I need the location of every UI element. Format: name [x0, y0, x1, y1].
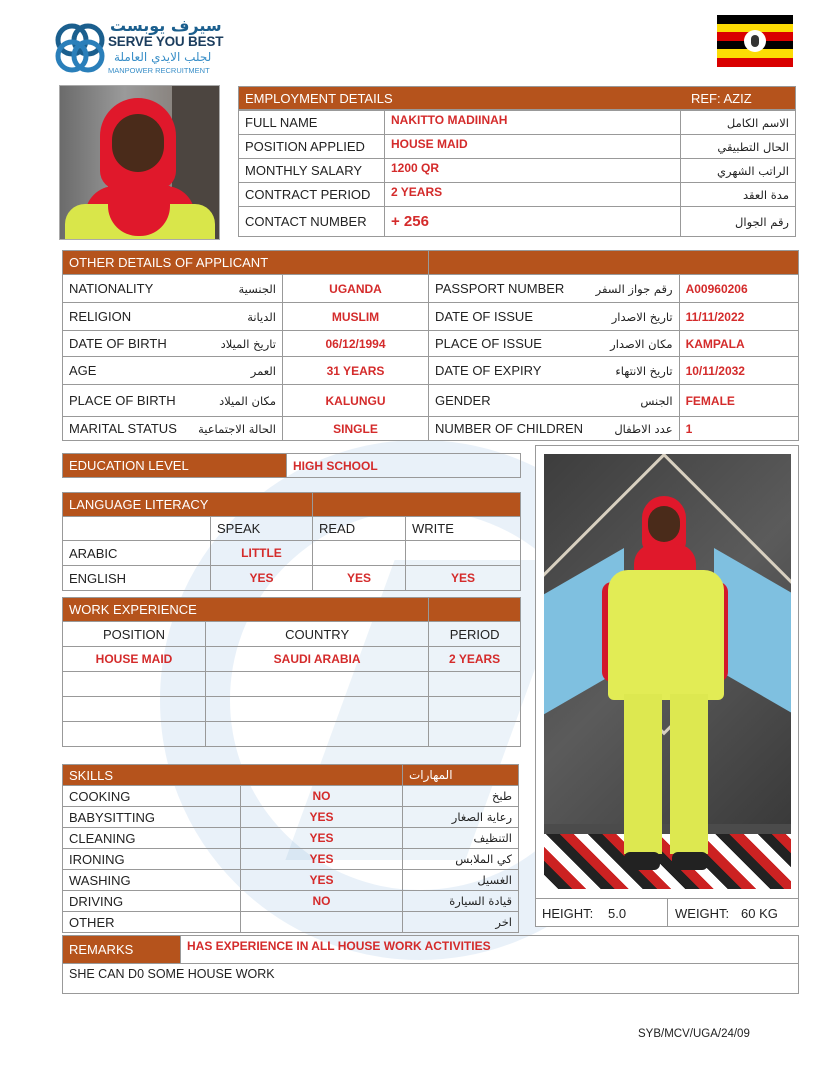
employment-value: 2 YEARS [385, 183, 681, 207]
skill-row [63, 912, 519, 933]
logo-knot-icon [54, 20, 106, 76]
full-body-photo-frame [535, 445, 799, 927]
employment-label: POSITION APPLIED [239, 135, 385, 159]
skill-value: YES [241, 807, 403, 828]
skill-name-arabic: قيادة السيارة [403, 891, 519, 912]
skill-name: IRONING [63, 849, 241, 870]
other-details-row [63, 331, 799, 357]
col-speak: SPEAK [211, 517, 313, 541]
company-logo [54, 18, 224, 76]
detail-label: DATE OF EXPIRY [429, 357, 590, 385]
remarks-text: SHE CAN D0 SOME HOUSE WORK [63, 964, 799, 994]
detail-label: AGE [63, 357, 191, 385]
detail-label: NUMBER OF CHILDREN [429, 417, 590, 441]
work-period [429, 722, 521, 747]
detail-label-arabic: مكان الميلاد [191, 385, 283, 417]
detail-label: DATE OF BIRTH [63, 331, 191, 357]
skill-row [63, 807, 519, 828]
detail-label: DATE OF ISSUE [429, 303, 590, 331]
employment-label-arabic: الراتب الشهري [681, 159, 796, 183]
detail-value: KAMPALA [679, 331, 798, 357]
detail-label: PLACE OF ISSUE [429, 331, 590, 357]
brand-arabic-tagline: لجلب الايدي العاملة [114, 50, 212, 64]
other-details-row [63, 275, 799, 303]
skill-row [63, 849, 519, 870]
skill-name-arabic: التنظيف [403, 828, 519, 849]
education-value: HIGH SCHOOL [287, 454, 521, 478]
language-name: ARABIC [63, 541, 211, 566]
applicant-portrait-photo [59, 85, 220, 240]
skill-name: CLEANING [63, 828, 241, 849]
work-experience-header-blank [429, 598, 521, 622]
other-details-header: OTHER DETAILS OF APPLICANT [63, 251, 429, 275]
detail-label: RELIGION [63, 303, 191, 331]
language-name: ENGLISH [63, 566, 211, 591]
skill-name: WASHING [63, 870, 241, 891]
skill-value: YES [241, 828, 403, 849]
work-position [63, 697, 206, 722]
work-country [206, 697, 429, 722]
detail-value: 31 YEARS [283, 357, 429, 385]
other-details-row [63, 385, 799, 417]
work-country [206, 672, 429, 697]
remarks-section [62, 935, 799, 994]
work-period: 2 YEARS [429, 647, 521, 672]
detail-value: 11/11/2022 [679, 303, 798, 331]
skill-value: YES [241, 870, 403, 891]
skills-header: SKILLS [63, 765, 403, 786]
detail-label: MARITAL STATUS [63, 417, 191, 441]
skill-value: YES [241, 849, 403, 870]
height-value: 5.0 [608, 906, 627, 921]
detail-label-arabic: الديانة [191, 303, 283, 331]
employment-row [239, 159, 796, 183]
brand-arabic-name: سيرف يوبست [110, 16, 222, 35]
language-header-blank [313, 493, 521, 517]
skill-row [63, 870, 519, 891]
employment-value: NAKITTO MADIINAH [385, 111, 681, 135]
detail-label-arabic: مكان الاصدار [589, 331, 679, 357]
weight-label: WEIGHT: [675, 906, 730, 921]
other-details-row [63, 303, 799, 331]
other-details-section [62, 250, 799, 441]
education-section [62, 453, 521, 478]
skill-name-arabic: اخر [403, 912, 519, 933]
employment-label: CONTRACT PERIOD [239, 183, 385, 207]
employment-row [239, 111, 796, 135]
detail-label-arabic: تاريخ الانتهاء [589, 357, 679, 385]
skill-value [241, 912, 403, 933]
employment-row [239, 207, 796, 237]
detail-label: NATIONALITY [63, 275, 191, 303]
language-write [406, 541, 521, 566]
employment-label: FULL NAME [239, 111, 385, 135]
skill-name-arabic: رعاية الصغار [403, 807, 519, 828]
other-details-row [63, 357, 799, 385]
detail-value: KALUNGU [283, 385, 429, 417]
skill-name: DRIVING [63, 891, 241, 912]
detail-label-arabic: الحالة الاجتماعية [191, 417, 283, 441]
remarks-headline: HAS EXPERIENCE IN ALL HOUSE WORK ACTIVITIES [181, 936, 799, 964]
work-experience-table [62, 597, 521, 747]
skill-name-arabic: كي الملابس [403, 849, 519, 870]
detail-label-arabic: الجنس [589, 385, 679, 417]
skill-name-arabic: طبخ [403, 786, 519, 807]
detail-label-arabic: عدد الاطفال [589, 417, 679, 441]
uganda-flag [717, 15, 793, 67]
detail-label-arabic: العمر [191, 357, 283, 385]
skill-row [63, 786, 519, 807]
detail-value: A00960206 [679, 275, 798, 303]
employment-details-table [238, 110, 796, 237]
skill-row [63, 891, 519, 912]
detail-value: 10/11/2032 [679, 357, 798, 385]
skill-value: NO [241, 786, 403, 807]
work-position [63, 722, 206, 747]
height-label: HEIGHT: [542, 906, 594, 921]
other-details-header-blank [429, 251, 799, 275]
employment-label-arabic: رقم الجوال [681, 207, 796, 237]
work-experience-row [63, 647, 521, 672]
language-read [313, 541, 406, 566]
physical-stats [536, 898, 798, 926]
crane-emblem-icon [744, 30, 766, 52]
work-experience-row [63, 672, 521, 697]
employment-value: + 256 [385, 207, 681, 237]
skills-header-arabic: المهارات [403, 765, 519, 786]
employment-row [239, 183, 796, 207]
detail-label: PASSPORT NUMBER [429, 275, 590, 303]
language-row [63, 541, 521, 566]
skill-name: COOKING [63, 786, 241, 807]
col-read: READ [313, 517, 406, 541]
applicant-full-body-photo [544, 454, 791, 889]
work-country: SAUDI ARABIA [206, 647, 429, 672]
detail-label-arabic: رقم جواز السفر [589, 275, 679, 303]
detail-label-arabic: الجنسية [191, 275, 283, 303]
work-experience-header: WORK EXPERIENCE [63, 598, 429, 622]
work-country [206, 722, 429, 747]
work-experience-row [63, 697, 521, 722]
employment-label-arabic: الاسم الكامل [681, 111, 796, 135]
weight-value: 60 KG [741, 906, 778, 921]
work-experience-section [62, 597, 521, 747]
brand-tagline: MANPOWER RECRUITMENT [108, 66, 210, 75]
language-row [63, 566, 521, 591]
language-literacy-section [62, 492, 521, 591]
education-label: EDUCATION LEVEL [63, 454, 287, 478]
col-write: WRITE [406, 517, 521, 541]
language-speak: YES [211, 566, 313, 591]
skills-table [62, 764, 519, 933]
language-read: YES [313, 566, 406, 591]
work-period [429, 697, 521, 722]
remarks-label: REMARKS [63, 936, 181, 964]
detail-label: GENDER [429, 385, 590, 417]
language-header: LANGUAGE LITERACY [63, 493, 313, 517]
work-position: HOUSE MAID [63, 647, 206, 672]
language-table [62, 492, 521, 591]
language-write: YES [406, 566, 521, 591]
language-speak: LITTLE [211, 541, 313, 566]
employment-label: MONTHLY SALARY [239, 159, 385, 183]
reference-label: REF: AZIZ [691, 91, 752, 106]
detail-value: 1 [679, 417, 798, 441]
employment-value: HOUSE MAID [385, 135, 681, 159]
detail-value: SINGLE [283, 417, 429, 441]
skill-name: BABYSITTING [63, 807, 241, 828]
document-code: SYB/MCV/UGA/24/09 [638, 1028, 750, 1040]
col-country: COUNTRY [206, 622, 429, 647]
employment-label: CONTACT NUMBER [239, 207, 385, 237]
employment-label-arabic: مدة العقد [681, 183, 796, 207]
skill-row [63, 828, 519, 849]
detail-value: FEMALE [679, 385, 798, 417]
skill-value: NO [241, 891, 403, 912]
skill-name-arabic: الغسيل [403, 870, 519, 891]
work-period [429, 672, 521, 697]
other-details-row [63, 417, 799, 441]
detail-label: PLACE OF BIRTH [63, 385, 191, 417]
employment-value: 1200 QR [385, 159, 681, 183]
work-position [63, 672, 206, 697]
detail-label-arabic: تاريخ الميلاد [191, 331, 283, 357]
employment-details-section [238, 86, 796, 237]
employment-label-arabic: الحال التطبيقي [681, 135, 796, 159]
detail-value: UGANDA [283, 275, 429, 303]
skill-name: OTHER [63, 912, 241, 933]
detail-label-arabic: تاريخ الاصدار [589, 303, 679, 331]
other-details-table [62, 250, 799, 441]
work-experience-row [63, 722, 521, 747]
col-period: PERIOD [429, 622, 521, 647]
brand-name: SERVE YOU BEST [108, 34, 224, 49]
employment-details-header: EMPLOYMENT DETAILS [245, 91, 393, 106]
detail-value: MUSLIM [283, 303, 429, 331]
skills-section [62, 764, 519, 933]
detail-value: 06/12/1994 [283, 331, 429, 357]
employment-row [239, 135, 796, 159]
col-position: POSITION [63, 622, 206, 647]
